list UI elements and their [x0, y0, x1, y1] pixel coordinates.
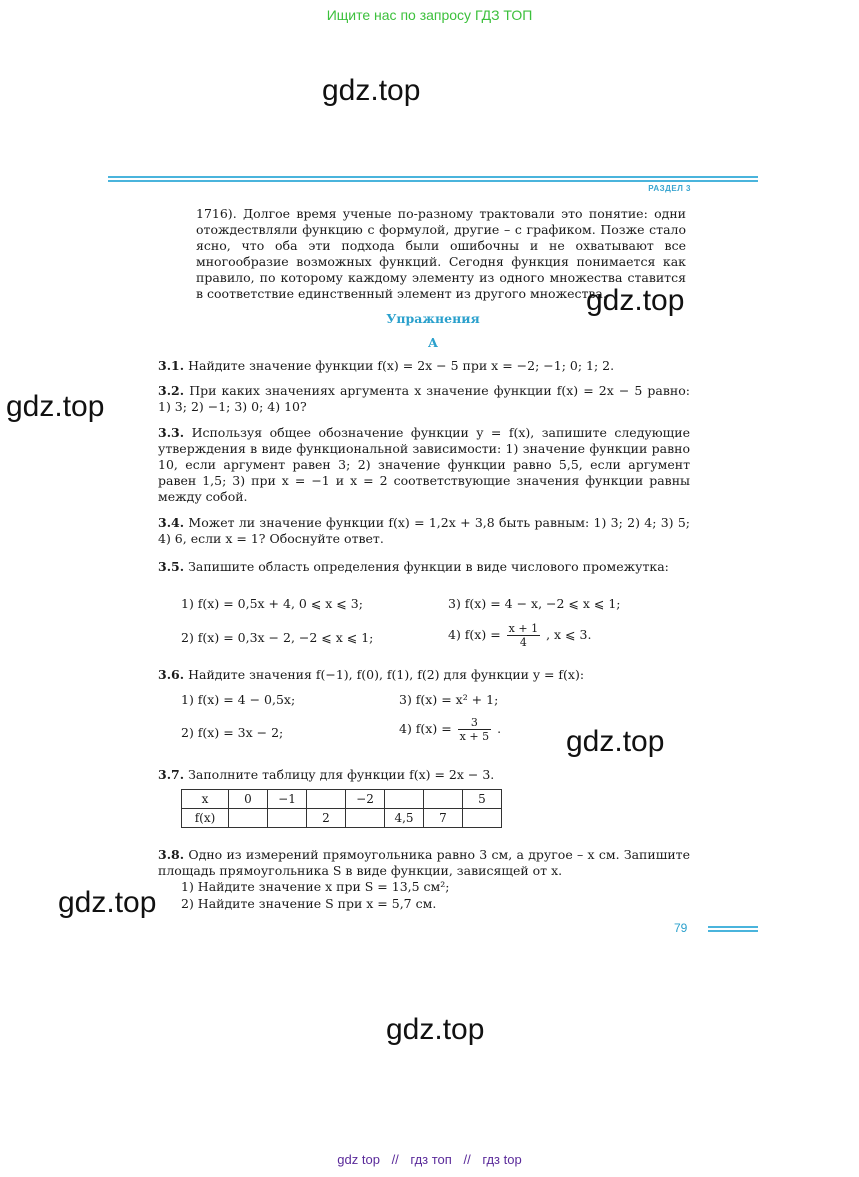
exercise-number: 3.4. — [158, 515, 185, 530]
exercise-3-7 — [158, 767, 690, 783]
watermark: gdz.top — [586, 284, 685, 317]
exercise-3-5-item-2: 2) f(x) = 0,3x − 2, −2 ⩽ x ⩽ 1; — [181, 630, 374, 645]
fraction-numerator: 3 — [458, 716, 491, 730]
footer-link[interactable]: gdz top — [337, 1152, 380, 1167]
exercise-text: При каких значениях аргумента x значение функции f(x) = 2x − 5 равно: 1) 3; 2) −1; 3) 0; 4) 10? — [158, 383, 690, 414]
header-rule-top — [108, 176, 758, 178]
section-label: РАЗДЕЛ 3 — [648, 184, 691, 193]
exercise-number: 3.2. — [158, 383, 185, 398]
exercise-number: 3.5. — [158, 559, 185, 574]
exercise-3-6-item-1: 1) f(x) = 4 − 0,5x; — [181, 692, 296, 707]
table-cell — [268, 809, 307, 828]
formula-rhs: , x ⩽ 3. — [546, 627, 592, 642]
footer-links — [0, 1152, 859, 1167]
table-row-x — [182, 790, 502, 809]
formula-rhs: . — [497, 721, 502, 736]
header-rule-bottom — [108, 180, 758, 182]
footer-separator: // — [463, 1152, 471, 1167]
exercise-3-2 — [158, 383, 690, 415]
table-cell — [346, 809, 385, 828]
fraction-denominator: 4 — [519, 636, 527, 649]
exercise-3-6-item-3: 3) f(x) = x² + 1; — [399, 692, 499, 707]
exercises-subheading: А — [427, 335, 439, 350]
exercise-3-6-item-2: 2) f(x) = 3x − 2; — [181, 725, 284, 740]
table-cell — [424, 790, 463, 809]
exercise-3-6-item-4 — [399, 716, 501, 743]
footer-link[interactable]: гдз top — [482, 1152, 522, 1167]
intro-paragraph: 1716). Долгое время ученые по-разному трактовали это понятие: одни отождествляли функцию с формулой, другие – с графиком. Позже стало ясно, что оба эти подхода были ошибочны и не охватывают все многообразие возможных функций. Сегодня функция понимается как правило, по которому каждому элементу из одного множества ставится в соответствие единственный элемент из другого множества. — [196, 206, 686, 301]
exercise-number: 3.8. — [158, 847, 185, 862]
table-cell — [229, 809, 268, 828]
exercise-3-3 — [158, 425, 690, 505]
table-cell — [385, 790, 424, 809]
exercise-3-6 — [158, 667, 690, 683]
exercise-text: Найдите значения f(−1), f(0), f(1), f(2) для функции y = f(x): — [188, 667, 585, 682]
exercise-3-4 — [158, 515, 690, 547]
table-cell: 5 — [463, 790, 502, 809]
table-cell: −1 — [268, 790, 307, 809]
fraction — [507, 622, 540, 649]
table-cell: 2 — [307, 809, 346, 828]
exercise-3-5-item-4 — [448, 622, 591, 649]
footer-separator: // — [391, 1152, 399, 1167]
watermark: gdz.top — [566, 725, 665, 758]
fraction-denominator: x + 5 — [459, 730, 490, 743]
search-hint-link[interactable]: Ищите нас по запросу ГДЗ ТОП — [326, 7, 533, 23]
exercise-number: 3.7. — [158, 767, 185, 782]
function-table — [181, 789, 502, 828]
table-cell: f(x) — [182, 809, 229, 828]
exercise-text: Найдите значение функции f(x) = 2x − 5 при x = −2; −1; 0; 1; 2. — [188, 358, 615, 373]
formula-lhs: 4) f(x) = — [448, 627, 501, 642]
exercise-number: 3.6. — [158, 667, 185, 682]
table-cell: 0 — [229, 790, 268, 809]
exercise-number: 3.1. — [158, 358, 185, 373]
exercises-heading: Упражнения — [386, 311, 480, 326]
fraction — [458, 716, 491, 743]
footer-rule-top — [708, 926, 758, 928]
table-row-fx — [182, 809, 502, 828]
exercise-3-5-item-1: 1) f(x) = 0,5x + 4, 0 ⩽ x ⩽ 3; — [181, 596, 363, 611]
fraction-numerator: x + 1 — [508, 622, 539, 635]
exercise-3-5 — [158, 559, 690, 575]
table-cell — [307, 790, 346, 809]
exercise-3-5-item-3: 3) f(x) = 4 − x, −2 ⩽ x ⩽ 1; — [448, 596, 621, 611]
exercise-text: Заполните таблицу для функции f(x) = 2x − 3. — [188, 767, 495, 782]
table-cell: 4,5 — [385, 809, 424, 828]
footer-link[interactable]: гдз топ — [410, 1152, 452, 1167]
watermark: gdz.top — [58, 886, 157, 919]
exercise-3-8-item-2: 2) Найдите значение S при x = 5,7 см. — [181, 896, 437, 911]
table-cell — [463, 809, 502, 828]
exercise-3-1 — [158, 358, 690, 374]
table-cell: −2 — [346, 790, 385, 809]
exercise-3-8 — [158, 847, 690, 879]
watermark: gdz.top — [322, 74, 421, 107]
watermark: gdz.top — [386, 1013, 485, 1046]
page-number: 79 — [674, 921, 688, 935]
formula-lhs: 4) f(x) = — [399, 721, 452, 736]
exercise-text: Используя общее обозначение функции y = f(x), запишите следующие утверждения в виде функциональной зависимости: 1) значение функции равно 10, если аргумент равен 3; 2) значение функции равно 5,5, если аргумент равен 1,5; 3) при x = −1 и x = 2 соответствующие значения функции равны между собой. — [158, 425, 690, 504]
exercise-3-8-item-1: 1) Найдите значение x при S = 13,5 см²; — [181, 879, 450, 894]
watermark: gdz.top — [6, 390, 105, 423]
exercise-number: 3.3. — [158, 425, 185, 440]
exercise-text: Запишите область определения функции в виде числового промежутка: — [188, 559, 669, 574]
exercise-text: Одно из измерений прямоугольника равно 3 см, а другое – x см. Запишите площадь прямоугольника S в виде функции, зависящей от x. — [158, 847, 690, 878]
exercise-text: Может ли значение функции f(x) = 1,2x + 3,8 быть равным: 1) 3; 2) 4; 3) 5; 4) 6, если x = 1? Обоснуйте ответ. — [158, 515, 690, 546]
table-cell: x — [182, 790, 229, 809]
footer-rule-bottom — [708, 930, 758, 932]
table-cell: 7 — [424, 809, 463, 828]
